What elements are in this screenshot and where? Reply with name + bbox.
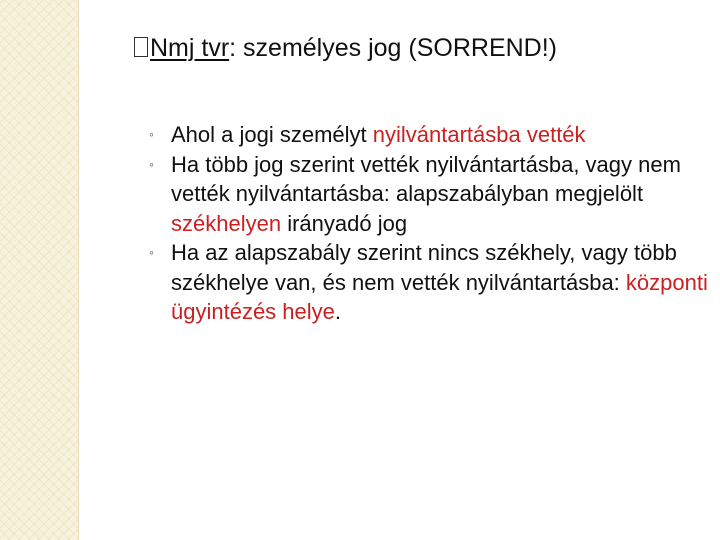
bullet-text: Ahol a jogi személyt xyxy=(171,122,373,147)
bullet-circle-icon: ◦ xyxy=(149,244,154,260)
bullet-text: irányadó jog xyxy=(281,210,408,236)
highlighted-text: központi ügyintézés helye xyxy=(171,269,708,324)
bullet-circle-icon: ◦ xyxy=(149,155,154,172)
bullet-text: Ha az alapszabály szerint nincs székhely, vagy több székhelye van, és nem vették nyilvántartásba: xyxy=(171,240,677,295)
slide-title xyxy=(134,30,704,66)
missing-glyph-icon xyxy=(134,37,148,57)
bullet-item xyxy=(149,150,709,239)
title-rest: : személyes jog (SORREND!) xyxy=(229,34,558,62)
title-term: Nmj tvr xyxy=(150,34,230,62)
bullet-text: Ha több jog szerint vették nyilvántartásba, vagy nem vették nyilvántartásba: alapszabályban megjelölt xyxy=(171,151,681,206)
bullet-item xyxy=(149,120,709,150)
bullet-circle-icon: ◦ xyxy=(149,126,154,142)
bullet-text: . xyxy=(334,299,342,324)
bullet-item xyxy=(149,238,709,327)
bullet-list xyxy=(149,120,709,327)
highlighted-text: székhelyen xyxy=(171,210,282,236)
highlighted-text: nyilvántartásba vették xyxy=(372,122,586,147)
